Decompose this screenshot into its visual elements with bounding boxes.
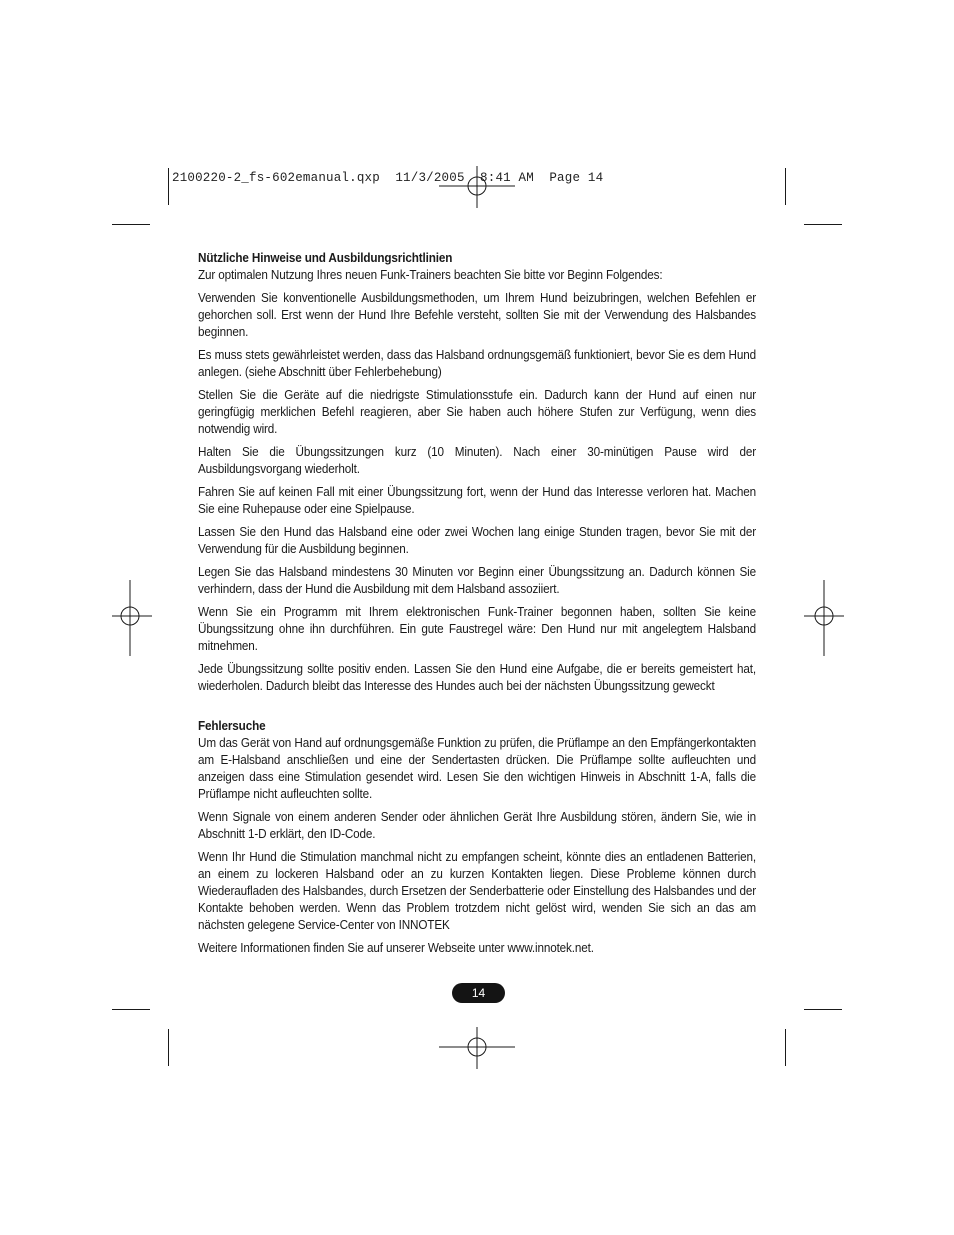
crop-mark-bottom-right-vertical xyxy=(785,1029,786,1066)
paragraph: Wenn Sie ein Programm mit Ihrem elektronischen Funk-Trainer begonnen haben, sollten Sie keine Übungssitzung ohne ihn durchführen. Ein gute Faustregel wäre: Den Hund nur mit angelegtem Halsband mitnehmen. xyxy=(198,605,756,653)
paragraph: Halten Sie die Übungssitzungen kurz (10 Minuten). Nach einer 30-minütigen Pause wird der Ausbildungsvorgang wiederholt. xyxy=(198,445,756,476)
paragraph: Weitere Informationen finden Sie auf unserer Webseite unter www.innotek.net. xyxy=(198,941,594,955)
crop-mark-bottom-left-horizontal xyxy=(112,1009,150,1010)
paragraph: Es muss stets gewährleistet werden, dass das Halsband ordnungsgemäß funktioniert, bevor Sie es dem Hund anlegen. (siehe Abschnitt über Fehlerbehebung) xyxy=(198,348,756,379)
print-slug: 2100220-2_fs-602emanual.qxp 11/3/2005 8:41 AM Page 14 xyxy=(172,171,604,185)
page-number-badge: 14 xyxy=(452,983,505,1003)
crop-mark-top-left-horizontal xyxy=(112,224,150,225)
paragraph: Legen Sie das Halsband mindestens 30 Minuten vor Beginn einer Übungssitzung an. Dadurch können Sie verhindern, dass der Hund die Ausbildung mit dem Halsband assoziiert. xyxy=(198,565,756,596)
registration-mark-right-icon xyxy=(804,580,844,656)
section-heading-tips: Nützliche Hinweise und Ausbildungsrichtlinien xyxy=(198,251,453,265)
paragraph: Verwenden Sie konventionelle Ausbildungsmethoden, um Ihrem Hund beizubringen, welchen Befehlen er gehorchen soll. Erst wenn der Hund Ihre Befehle versteht, sollten Sie mit der Verwendung des Halsbandes beginnen. xyxy=(198,291,756,339)
crop-mark-bottom-left-vertical xyxy=(168,1029,169,1066)
page-content xyxy=(198,250,756,963)
registration-mark-top-icon xyxy=(439,158,515,208)
paragraph: Wenn Ihr Hund die Stimulation manchmal nicht zu empfangen scheint, könnte dies an entladenen Batterien, an einem zu lockeren Halsband oder an zu kurzen Kontakten liegen. Diese Probleme können durch Wiederaufladen des Halsbandes, durch Ersetzen der Senderbatterie oder Einstellung des Halsbandes und der Kontakte behoben werden. Wenn das Problem trotzdem nicht gelöst wird, wenden Sie sich an das am nächsten gelegene Service-Center von INNOTEK xyxy=(198,850,756,932)
section-heading-troubleshooting: Fehlersuche xyxy=(198,719,266,733)
crop-mark-bottom-right-horizontal xyxy=(804,1009,842,1010)
paragraph: Zur optimalen Nutzung Ihres neuen Funk-Trainers beachten Sie bitte vor Beginn Folgendes: xyxy=(198,268,663,282)
paragraph: Um das Gerät von Hand auf ordnungsgemäße Funktion zu prüfen, die Prüflampe an den Empfängerkontakten am E-Halsband anschließen und eine der Sendertasten drücken. Die Prüflampe sollte aufleuchten und anzeigen dass eine Stimulation gesendet wird. Lesen Sie den wichtigen Hinweis in Abschnitt 1-A, falls die Prüflampe nicht aufleuchten sollte. xyxy=(198,736,756,801)
registration-mark-bottom-icon xyxy=(439,1027,515,1069)
paragraph: Fahren Sie auf keinen Fall mit einer Übungssitzung fort, wenn der Hund das Interesse verloren hat. Machen Sie eine Ruhepause oder eine Spielpause. xyxy=(198,485,756,516)
paragraph: Stellen Sie die Geräte auf die niedrigste Stimulationsstufe ein. Dadurch kann der Hund auf einen nur geringfügig merklichen Befehl reagieren, aber Sie haben auch höhere Stufen zur Verfügung, wenn dies notwendig wird. xyxy=(198,388,756,436)
paragraph: Jede Übungssitzung sollte positiv enden. Lassen Sie den Hund eine Aufgabe, die er bereits gemeistert hat, wiederholen. Dadurch bleibt das Interesse des Hundes auch bei der nächsten Übungssitzung geweckt xyxy=(198,662,756,693)
crop-mark-top-right-vertical xyxy=(785,168,786,205)
paragraph: Lassen Sie den Hund das Halsband eine oder zwei Wochen lang einige Stunden tragen, bevor Sie mit der Verwendung für die Ausbildung beginnen. xyxy=(198,525,756,556)
crop-mark-top-right-horizontal xyxy=(804,224,842,225)
paragraph: Wenn Signale von einem anderen Sender oder ähnlichen Gerät Ihre Ausbildung stören, ändern Sie, wie in Abschnitt 1-D erklärt, den ID-Code. xyxy=(198,810,756,841)
registration-mark-left-icon xyxy=(112,580,152,656)
crop-mark-top-left-vertical xyxy=(168,168,169,205)
section-spacer xyxy=(198,701,756,718)
